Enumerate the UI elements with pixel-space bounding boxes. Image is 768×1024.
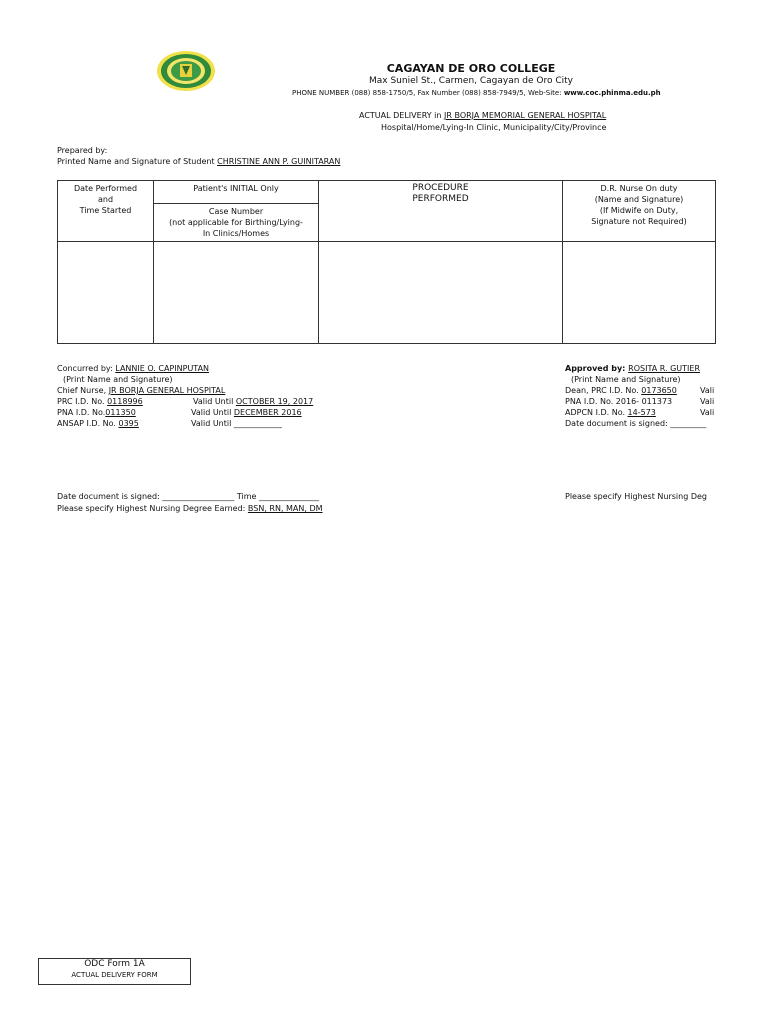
ansap-line	[57, 419, 139, 428]
pna-number: 011350	[105, 408, 136, 417]
pna-line	[57, 408, 136, 417]
col-date-line1: Date Performed	[73, 184, 138, 193]
approved-pna-line	[565, 397, 672, 406]
col-case-line3: In Clinics/Homes	[202, 229, 270, 238]
prc-line	[57, 397, 143, 406]
concurred-caption: (Print Name and Signature)	[63, 375, 173, 384]
adpcn-valid: Vali	[700, 408, 715, 417]
location-caption: Hospital/Home/Lying-In Clinic, Municipality/City/Province	[381, 123, 607, 132]
col-procedure-line1: PROCEDURE	[412, 183, 469, 193]
concurred-line	[57, 364, 209, 373]
prc-valid-label: Valid Until	[193, 397, 236, 406]
ansap-number: 0395	[118, 419, 139, 428]
prepared-by-label: Prepared by:	[57, 146, 108, 155]
col-nurse-line3: (If Midwife on Duty,	[599, 206, 679, 215]
contact-text: PHONE NUMBER (088) 858-1750/5, Fax Number (088) 858-7949/5, Web-Site:	[292, 89, 564, 97]
col-nurse-line2: (Name and Signature)	[594, 195, 684, 204]
approved-degree-line: Please specify Highest Nursing Deg	[565, 492, 707, 501]
concurred-name: LANNIE O. CAPINPUTAN	[115, 364, 210, 373]
student-line	[57, 157, 340, 166]
col-patient-header: Patient's INITIAL Only	[154, 181, 319, 204]
ansap-valid-line	[191, 419, 282, 428]
cell-date-entry[interactable]	[58, 242, 154, 344]
concurred-degree-line	[57, 504, 323, 513]
col-procedure-line2: PERFORMED	[412, 194, 469, 204]
dean-line	[565, 386, 677, 395]
college-seal-logo	[156, 50, 216, 92]
col-date-header	[58, 181, 154, 242]
dean-valid: Vali	[700, 386, 715, 395]
college-address: Max Suniel St., Carmen, Cagayan de Oro City	[368, 76, 574, 86]
delivery-label: ACTUAL DELIVERY in	[359, 111, 445, 120]
approved-name: ROSITA R. GUTIER	[628, 364, 701, 373]
ansap-valid-label: Valid Until	[191, 419, 234, 428]
cell-patient-entry[interactable]	[154, 242, 319, 344]
ansap-valid-blank: ____________	[233, 419, 282, 428]
contact-line	[292, 89, 661, 97]
col-nurse-line1: D.R. Nurse On duty	[600, 184, 678, 193]
ansap-label: ANSAP I.D. No.	[57, 419, 119, 428]
pna-valid-date: DECEMBER 2016	[233, 408, 302, 417]
student-name: CHRISTINE ANN P. GUINITARAN	[217, 157, 341, 166]
concurred-date-signed: Date document is signed: __________________ Time _______________	[57, 492, 319, 501]
chief-nurse-line	[57, 386, 225, 395]
approved-date-signed: Date document is signed: _________	[565, 419, 707, 428]
dean-number: 0173650	[641, 386, 677, 395]
col-nurse-header	[563, 181, 716, 242]
col-procedure-header	[319, 181, 563, 242]
dean-label: Dean, PRC I.D. No.	[565, 386, 642, 395]
pna-valid-label: Valid Until	[191, 408, 234, 417]
form-title: ACTUAL DELIVERY FORM	[71, 971, 158, 979]
pna-valid-line	[191, 408, 302, 417]
cell-procedure-entry[interactable]	[319, 242, 563, 344]
col-date-line3: Time Started	[79, 206, 132, 215]
website-link[interactable]: www.coc.phinma.edu.ph	[563, 89, 661, 97]
adpcn-line	[565, 408, 656, 417]
approved-pna-label: PNA I.D. No.	[565, 397, 616, 406]
cell-nurse-entry[interactable]	[563, 242, 716, 344]
approved-pna-number: 2016- 011373	[615, 397, 673, 406]
approved-label: Approved by:	[565, 364, 629, 373]
approved-caption: (Print Name and Signature)	[571, 375, 681, 384]
col-nurse-line4: Signature not Required)	[591, 217, 687, 226]
degree-label: Please specify Highest Nursing Degree Earned:	[57, 504, 248, 513]
chief-hospital: JR BORJA GENERAL HOSPITAL	[108, 386, 226, 395]
col-case-line1: Case Number	[208, 207, 264, 216]
delivery-line	[359, 111, 606, 120]
prc-valid-line	[193, 397, 313, 406]
concurred-label: Concurred by:	[57, 364, 116, 373]
prc-number: 0118996	[107, 397, 143, 406]
col-date-line2: and	[97, 195, 114, 204]
pna-valid: Vali	[700, 397, 715, 406]
college-name: CAGAYAN DE ORO COLLEGE	[386, 62, 556, 75]
col-case-line2: (not applicable for Birthing/Lying-	[169, 218, 303, 227]
form-id-box	[38, 958, 191, 985]
approved-block	[565, 360, 715, 520]
degree-value: BSN, RN, MAN, DM	[247, 504, 323, 513]
pna-label: PNA I.D. No.	[57, 408, 106, 417]
prc-label: PRC I.D. No.	[57, 397, 108, 406]
approved-line	[565, 364, 700, 373]
prc-valid-date: OCTOBER 19, 2017	[235, 397, 314, 406]
delivery-table	[57, 180, 716, 344]
student-label: Printed Name and Signature of Student	[57, 157, 218, 166]
adpcn-label: ADPCN I.D. No.	[565, 408, 628, 417]
col-case-header	[154, 204, 319, 242]
form-number: ODC Form 1A	[84, 959, 145, 969]
chief-label: Chief Nurse,	[57, 386, 109, 395]
adpcn-number: 14-573	[627, 408, 656, 417]
hospital-name: JR BORJA MEMORIAL GENERAL HOSPITAL	[444, 111, 607, 120]
